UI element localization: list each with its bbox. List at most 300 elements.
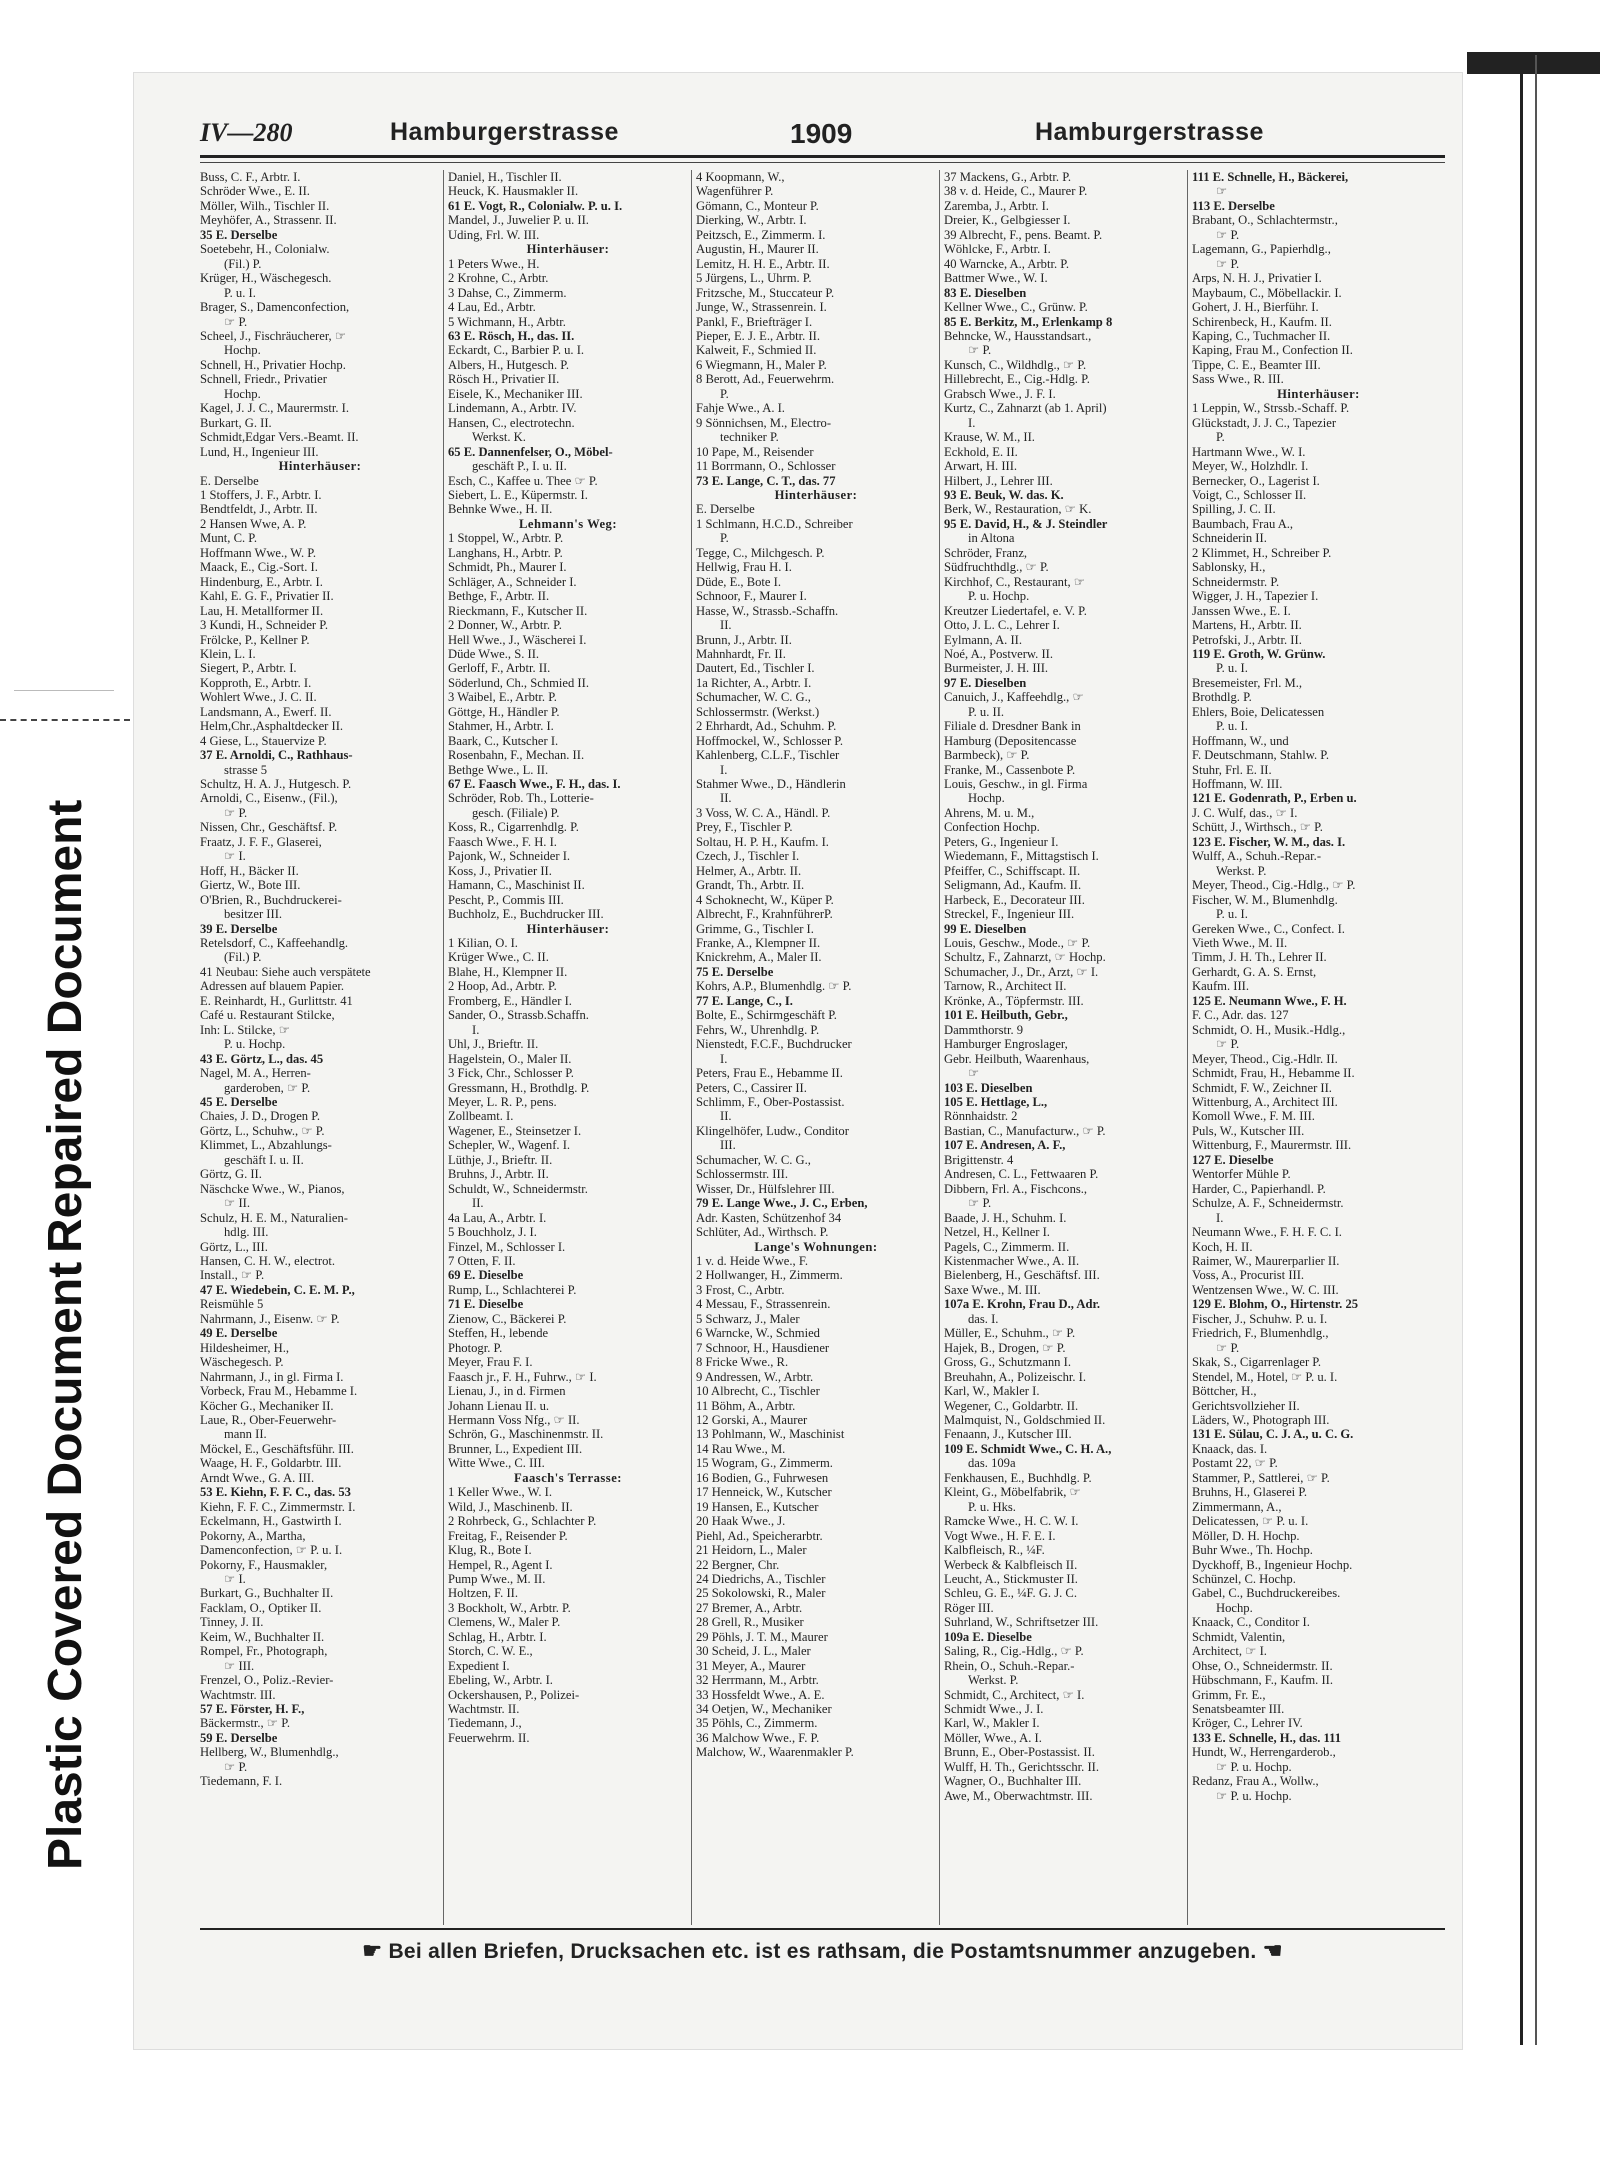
directory-entry: Schröder Wwe., E. II. [200,184,310,199]
directory-entry: ☞ P. [1216,1340,1240,1355]
directory-entry: 4 Lau, Ed., Arbtr. [448,300,536,315]
directory-entry: Postamt 22, ☞ P. [1192,1456,1278,1471]
directory-entry: gesch. (Filiale) P. [472,805,560,820]
directory-entry: ☞ [968,1066,980,1081]
directory-entry: Schröder, Rob. Th., Lotterie- [448,791,594,806]
directory-entry: 105 E. Hettlage, L., [944,1095,1048,1109]
directory-entry: Ohse, O., Schneidermstr. II. [1192,1658,1333,1673]
directory-entry: Kalbfleisch, R., ¼F. [944,1543,1045,1558]
directory-entry: Nagel, M. A., Herren- [200,1066,311,1081]
directory-entry: Wöhlcke, F., Arbtr. I. [944,242,1051,257]
directory-entry: Klingelhöfer, Ludw., Conditor [696,1123,849,1138]
directory-entry: 11 Borrmann, O., Schlosser [696,459,836,474]
directory-entry: 21 Heidorn, L., Maler [696,1543,807,1558]
directory-entry: Puls, W., Kutscher III. [1192,1123,1305,1138]
directory-entry: Noé, A., Postverw. II. [944,646,1054,661]
directory-entry: Hundt, W., Herrengarderob., [1192,1745,1336,1760]
directory-entry: Komoll Wwe., F. M. III. [1192,1109,1315,1124]
directory-entry: Fraatz, J. F. F., Glaserei, [200,834,322,849]
directory-entry: 9 Andressen, W., Arbtr. [696,1369,814,1384]
directory-entry: Pfeiffer, C., Schiffscapt. II. [944,863,1081,878]
directory-entry: Krüger Wwe., C. II. [448,950,549,965]
directory-entry: Behnke Wwe., H. II. [448,502,553,517]
directory-entry: Delicatessen, ☞ P. u. I. [1192,1514,1309,1529]
directory-entry: Awe, M., Oberwachtmstr. III. [944,1788,1093,1803]
column-separator [691,170,692,1925]
directory-entry: Meyhöfer, A., Strassenr. II. [200,213,337,228]
directory-entry: Dierking, W., Arbtr. I. [696,213,807,228]
directory-entry: Fehrs, W., Uhrenhdlg. P. [696,1022,820,1037]
directory-entry: Chaies, J. D., Drogen P. [200,1109,320,1124]
directory-entry: 111 E. Schnelle, H., Bäckerei, [1192,170,1349,184]
directory-entry: Neumann Wwe., F. H. F. C. I. [1192,1225,1342,1240]
directory-entry: 24 Diedrichs, A., Tischler [696,1571,826,1586]
directory-entry: Hochp. [968,791,1005,806]
directory-entry: Rhein, O., Schuh.-Repar.- [944,1658,1075,1673]
directory-entry: Hamann, C., Maschinist II. [448,878,585,893]
directory-entry: ☞ P. u. Hochp. [1216,1788,1292,1803]
directory-entry: Hindenburg, E., Arbtr. I. [200,574,323,589]
directory-entry: Bethge Wwe., L. II. [448,762,549,777]
directory-entry: Petrofski, J., Arbtr. II. [1192,632,1302,647]
directory-entry: Vogt Wwe., H. F. E. I. [944,1528,1056,1543]
directory-entry: P. u. I. [1216,719,1248,734]
directory-entry: 57 E. Förster, H. F., [200,1702,305,1717]
directory-entry: 1 Leppin, W., Strssb.-Schaff. P. [1192,401,1350,416]
directory-entry: Esch, C., Kaffee u. Thee ☞ P. [448,473,598,488]
directory-entry: Maybaum, C., Möbellackir. I. [1192,285,1342,300]
directory-entry: Pokorny, F., Hausmakler, [200,1557,328,1572]
directory-entry: Klug, R., Bote I. [448,1543,532,1558]
directory-entry: 67 E. Faasch Wwe., F. H., das. I. [448,777,621,792]
directory-entry: Schmidt, Valentin, [1192,1629,1286,1644]
directory-column-2 [448,170,688,1925]
directory-entry: 3 Voss, W. C. A., Händl. P. [696,805,831,820]
directory-entry: 39 E. Derselbe [200,921,278,936]
directory-entry: Lemitz, H. H. E., Arbtr. II. [696,256,830,271]
directory-entry: Baark, C., Kutscher I. [448,733,559,748]
directory-entry: 38 v. d. Heide, C., Maurer P. [944,184,1088,199]
directory-entry: Bastian, C., Manufacturw., ☞ P. [944,1123,1106,1138]
directory-entry: II. [720,791,732,806]
directory-entry: Inh: L. Stilcke, ☞ [200,1022,290,1037]
directory-entry: Schläger, A., Schneider I. [448,574,577,589]
directory-entry: Heuck, K. Hausmakler II. [448,184,579,199]
directory-entry: Röger III. [944,1600,994,1615]
directory-entry: 7 Schnoor, H., Hausdiener [696,1340,830,1355]
directory-entry: Streckel, F., Ingenieur III. [944,907,1075,922]
directory-entry: Witte Wwe., C. III. [448,1456,545,1471]
directory-entry: 107a E. Krohn, Frau D., Adr. [944,1297,1101,1312]
directory-entry: Schirenbeck, H., Kaufm. II. [1192,314,1332,329]
directory-column-5 [1192,170,1445,1925]
directory-entry: 6 Wiegmann, H., Maler P. [696,357,827,372]
directory-entry: Kröger, C., Lehrer IV. [1192,1716,1303,1731]
directory-entry: Ebeling, W., Arbtr. I. [448,1673,553,1688]
directory-entry: Saling, R., Cig.-Hdlg., ☞ P. [944,1644,1084,1659]
directory-entry: O'Brien, R., Buchdruckerei- [200,892,342,907]
directory-entry: Arps, N. H. J., Privatier I. [1192,271,1322,286]
directory-entry: Knickrehm, A., Maler II. [696,950,822,965]
header-rule-thin [200,162,1445,163]
repaired-document-label: Repaired Document [39,799,92,1253]
directory-entry: Dammthorstr. 9 [944,1022,1024,1037]
directory-entry: Schmidt Wwe., J. I. [944,1702,1044,1717]
directory-entry: Kistenmacher Wwe., A. II. [944,1253,1080,1268]
directory-entry: Schuldt, W., Schneidermstr. [448,1181,588,1196]
directory-entry: 5 Bouchholz, J. I. [448,1225,537,1240]
directory-entry: Behncke, W., Hausstandsart., [944,328,1092,343]
footer-note [200,1938,1445,1964]
directory-entry: Meyer, Theod., Cig.-Hdlr. II. [1192,1051,1338,1066]
directory-entry: Photogr. P. [448,1340,503,1355]
directory-entry: Schlimm, F., Ober-Postassist. [696,1095,845,1109]
directory-entry: Vorbeck, Frau M., Hebamme I. [200,1384,358,1399]
directory-entry: 3 Waibel, E., Arbtr. P. [448,690,557,705]
directory-entry: Sass Wwe., R. III. [1192,372,1284,387]
directory-entry: Louis, Geschw., Mode., ☞ P. [944,936,1091,951]
column-separator [443,170,444,1925]
directory-entry: Lienau, J., in d. Firmen [448,1384,566,1399]
directory-entry: Grabsch Wwe., J. F. I. [944,386,1056,401]
directory-entry: Augustin, H., Maurer II. [696,242,819,257]
directory-entry: Koss, R., Cigarrenhdlg. P. [448,820,579,835]
directory-entry: 129 E. Blohm, O., Hirtenstr. 25 [1192,1297,1359,1312]
directory-entry: 12 Gorski, A., Maurer [696,1412,808,1427]
directory-entry: Hochp. [224,386,261,401]
directory-entry: 15 Wogram, G., Zimmerm. [696,1456,833,1471]
directory-entry: Architect, ☞ I. [1192,1644,1267,1659]
directory-entry: Fischer, J., Schuhw. P. u. I. [1192,1311,1328,1326]
directory-entry: Schneidermstr. P. [1192,574,1280,589]
directory-entry: Meyer, Theod., Cig.-Hdlg., ☞ P. [1192,878,1356,893]
directory-entry: Müller, E., Schuhm., ☞ P. [944,1326,1076,1341]
directory-entry: Arndt Wwe., G. A. III. [200,1470,315,1485]
street-name-right: Hamburgerstrasse [1035,118,1264,146]
directory-entry: Südfruchthdlg., ☞ P. [944,560,1049,575]
directory-entry: Hellberg, W., Blumenhdlg., [200,1745,339,1760]
page-edge-cap [1467,52,1600,74]
directory-entry: Voigt, C., Schlosser II. [1192,487,1307,502]
directory-entry: Buchholz, E., Buchdrucker III. [448,907,604,922]
directory-entry: P. u. II. [968,704,1005,719]
directory-entry: Schmidt, O. H., Musik.-Hdlg., [1192,1022,1346,1037]
directory-entry: Eisele, K., Mechaniker III. [448,386,583,401]
directory-entry: 3 Kundi, H., Schneider P. [200,618,329,633]
directory-entry: Dibbern, Frl. A., Fischcons., [944,1181,1088,1196]
directory-entry: Gross, G., Schutzmann I. [944,1355,1071,1370]
directory-entry: (Fil.) P. [224,256,262,271]
directory-entry: Prey, F., Tischler P. [696,820,793,835]
directory-entry: Rösch H., Privatier II. [448,372,560,387]
directory-entry: Helm,Chr.,Asphaltdecker II. [200,719,344,734]
directory-entry: Pescht, P., Commis III. [448,892,564,907]
directory-entry: Schulze, A. F., Schneidermstr. [1192,1196,1344,1211]
directory-entry: Seligmann, Ad., Kaufm. II. [944,878,1082,893]
directory-entry: Holtzen, F. II. [448,1586,518,1601]
directory-entry: Gabel, C., Buchdruckereibes. [1192,1586,1341,1601]
directory-entry: Brunn, J., Arbtr. II. [696,632,792,647]
directory-entry: Schumacher, W. C. G., [696,690,811,705]
directory-entry: Zollbeamt. I. [448,1109,514,1124]
directory-entry: Stendel, M., Hotel, ☞ P. u. I. [1192,1369,1338,1384]
directory-entry: Storch, C. W. E., [448,1644,533,1659]
directory-entry: Facklam, O., Optiker II. [200,1600,322,1615]
directory-entry: Peitzsch, E., Zimmerm. I. [696,227,826,242]
directory-entry: Albers, H., Hutgesch. P. [448,357,570,372]
directory-entry: Hinterhäuser: [774,487,858,502]
directory-entry: Confection Hochp. [944,820,1040,835]
directory-entry: Faasch's Terrasse: [514,1470,622,1485]
directory-entry: Kunsch, C., Wildhdlg., ☞ P. [944,357,1087,372]
directory-entry: Harbeck, E., Decorateur III. [944,892,1085,907]
directory-entry: 77 E. Lange, C., I. [696,993,793,1008]
directory-entry: Hochp. [1216,1600,1253,1615]
directory-entry: 4 Messau, F., Strassenrein. [696,1297,831,1312]
directory-entry: 73 E. Lange, C. T., das. 77 [696,473,836,488]
directory-entry: Install., ☞ P. [200,1268,265,1283]
directory-entry: strasse 5 [224,762,268,777]
directory-entry: 8 Fricke Wwe., R. [696,1355,789,1370]
directory-entry: Möller, D. H. Hochp. [1192,1528,1300,1543]
directory-entry: Schepler, W., Wagenf. I. [448,1138,571,1153]
directory-entry: 4 Giese, L., Stauervize P. [200,733,327,748]
directory-entry: Koss, J., Privatier II. [448,863,552,878]
directory-entry: Andresen, C. L., Fettwaaren P. [944,1167,1099,1182]
directory-entry: Malchow, W., Waarenmakler P. [696,1745,854,1760]
directory-entry: Freitag, F., Reisender P. [448,1528,568,1543]
directory-entry: ☞ P. [1216,227,1240,242]
directory-entry: mann II. [224,1427,267,1442]
directory-entry: Frölcke, P., Kellner P. [200,632,310,647]
directory-entry: 20 Haak Wwe., J. [696,1514,786,1529]
directory-entry: Eylmann, A. II. [944,632,1022,647]
directory-entry: ☞ P. [968,1196,992,1211]
directory-entry: Ockershausen, P., Polizei- [448,1687,580,1702]
directory-entry: Gömann, C., Monteur P. [696,198,819,213]
directory-entry: Buhr Wwe., Th. Hochp. [1192,1543,1313,1558]
directory-entry: Czech, J., Tischler I. [696,849,800,864]
directory-entry: 2 Klimmet, H., Schreiber P. [1192,545,1332,560]
directory-entry: Hilbert, J., Lehrer III. [944,473,1053,488]
directory-entry: Burkart, G. II. [200,415,272,430]
directory-column-3 [696,170,936,1925]
directory-entry: 133 E. Schnelle, H., das. 111 [1192,1730,1342,1745]
directory-entry: Hamburger Engroslager, [944,1037,1068,1052]
directory-entry: P. [720,386,729,401]
directory-entry: 13 Pohlmann, W., Maschinist [696,1427,845,1442]
directory-entry: Kagel, J. J. C., Maurermstr. I. [200,401,350,416]
directory-entry: 65 E. Dannenfelser, O., Möbel- [448,444,613,459]
directory-entry: Bäckermstr., ☞ P. [200,1716,290,1731]
directory-entry: 10 Pape, M., Reisender [696,444,814,459]
directory-entry: P. u. Hochp. [224,1037,286,1052]
footer-rule [200,1928,1445,1930]
directory-entry: Lagemann, G., Papierhdlg., [1192,242,1331,257]
directory-entry: Johann Lienau II. u. [448,1398,550,1413]
directory-entry: E. Derselbe [200,473,259,488]
column-separator [1187,170,1188,1925]
directory-entry: Gerloff, F., Arbtr. II. [448,661,551,676]
directory-entry: Hinterhäuser: [1277,386,1360,401]
directory-entry: Bendtfeldt, J., Arbtr. II. [200,502,318,517]
directory-entry: Schlossermstr. (Werkst.) [696,704,820,719]
directory-entry: Stuhr, Frl. E. II. [1192,762,1272,777]
directory-entry: 5 Jürgens, L., Uhrm. P. [696,271,812,286]
year: 1909 [790,118,853,149]
directory-entry: 37 E. Arnoldi, C., Rathhaus- [200,748,353,763]
directory-entry: Hermann Voss Nfg., ☞ II. [448,1412,580,1427]
directory-entry: Görtz, G. II. [200,1167,262,1182]
directory-entry: Reismühle 5 [200,1297,264,1312]
directory-entry: Gereken Wwe., C., Confect. I. [1192,921,1345,936]
directory-entry: Düde Wwe., S. II. [448,646,540,661]
directory-entry: Helmer, A., Arbtr. II. [696,863,802,878]
directory-entry: Schrön, G., Maschinenmstr. II. [448,1427,604,1442]
directory-entry: Brager, S., Damenconfection, [200,300,350,315]
directory-entry: 17 Henneick, W., Kutscher [696,1485,832,1500]
directory-entry: Hajek, B., Drogen, ☞ P. [944,1340,1066,1355]
directory-entry: II. [720,1109,732,1124]
directory-entry: Werkst. P. [968,1673,1019,1688]
directory-entry: Keim, W., Buchhalter II. [200,1629,325,1644]
directory-entry: Zienow, C., Bäckerei P. [448,1311,567,1326]
directory-entry: 59 E. Derselbe [200,1730,278,1745]
directory-entry: Meyer, L. R. P., pens. [448,1095,557,1109]
directory-entry: Eckhold, E. II. [944,444,1018,459]
directory-entry: F. Deutschmann, Stahlw. P. [1192,748,1330,763]
directory-entry: ☞ P. [968,343,992,358]
directory-entry: Klein, L. I. [200,646,256,661]
directory-entry: Bernecker, O., Lagerist I. [1192,473,1320,488]
directory-entry: das. 109a [968,1456,1016,1471]
directory-entry: Nahrmann, J., Eisenw. ☞ P. [200,1311,340,1326]
page-edge-line-inner [1535,55,1537,2045]
directory-entry: Giertz, W., Bote III. [200,878,301,893]
directory-entry: Pokorny, A., Martha, [200,1528,306,1543]
directory-entry: Köcher G., Mechaniker II. [200,1398,334,1413]
directory-entry: Redanz, Frau A., Wollw., [1192,1774,1319,1789]
directory-entry: Barmbeck), ☞ P. [944,748,1030,763]
directory-entry: 39 Albrecht, F., pens. Beamt. P. [944,227,1103,242]
directory-entry: Wegener, C., Goldarbtr. II. [944,1398,1079,1413]
directory-entry: Eckelmann, H., Gastwirth I. [200,1514,342,1529]
directory-entry: Kalweit, F., Schmied II. [696,343,817,358]
directory-entry: 4 Schoknecht, W., Küper P. [696,892,834,907]
directory-entry: Siebert, L. E., Küpermstr. I. [448,487,588,502]
directory-entry: Faasch jr., F. H., Fuhrw., ☞ I. [448,1369,597,1384]
directory-entry: Schultz, F., Zahnarzt, ☞ Hochp. [944,950,1106,965]
directory-entry: Bethge, F., Arbtr. II. [448,589,550,604]
directory-entry: 61 E. Vogt, R., Colonialw. P. u. I. [448,198,623,213]
directory-entry: Clemens, W., Maler P. [448,1615,561,1630]
directory-entry: Schütt, J., Wirthsch., ☞ P. [1192,820,1323,835]
directory-entry: Mahnhardt, Fr. II. [696,646,786,661]
directory-entry: Rompel, Fr., Photograph, [200,1644,328,1659]
directory-entry: Schlüter, Ad., Wirthsch. P. [696,1225,829,1240]
directory-entry: 5 Schwarz, J., Maler [696,1311,800,1326]
directory-entry: Schröder, Franz, [944,545,1028,560]
directory-entry: Bielenberg, H., Geschäftsf. III. [944,1268,1100,1283]
directory-entry: 1 Stoppel, W., Arbtr. P. [448,531,564,546]
directory-entry: 1 v. d. Heide Wwe., F. [696,1253,808,1268]
directory-entry: Hagelstein, O., Maler II. [448,1051,572,1066]
directory-entry: Hoffmann, W., und [1192,733,1289,748]
directory-entry: Wild, J., Maschinenb. II. [448,1499,573,1514]
directory-entry: Maack, E., Cig.-Sort. I. [200,560,318,575]
directory-entry: besitzer III. [224,907,283,922]
directory-entry: Kahl, E. G. F., Privatier II. [200,589,334,604]
directory-entry: Hoffmann Wwe., W. P. [200,545,317,560]
directory-entry: 3 Bockholt, W., Arbtr. P. [448,1600,571,1615]
directory-entry: Pump Wwe., M. II. [448,1571,546,1586]
directory-entry: Bolte, E., Schirmgeschäft P. [696,1008,837,1023]
directory-entry: ☞ P. [224,805,248,820]
directory-entry: Schmidt, F. W., Zeichner II. [1192,1080,1332,1095]
directory-entry: Kohrs, A.P., Blumenhdlg. ☞ P. [696,979,852,994]
directory-entry: Piehl, Ad., Speicherarbtr. [696,1528,823,1543]
directory-entry: Kirchhof, C., Restaurant, ☞ [944,574,1086,589]
directory-entry: Düde, E., Bote I. [696,574,781,589]
directory-entry: Senatsbeamter III. [1192,1702,1285,1717]
directory-entry: I. [720,762,728,777]
directory-entry: Kurtz, C., Zahnarzt (ab 1. April) [944,401,1107,416]
directory-entry: Schlag, H., Arbtr. I. [448,1629,547,1644]
directory-entry: Wachtmstr. II. [448,1702,520,1717]
directory-entry: Baade, J. H., Schuhm. I. [944,1210,1067,1225]
directory-entry: 41 Neubau: Siehe auch verspätete [200,964,371,979]
directory-entry: Hartmann Wwe., W. I. [1192,444,1306,459]
directory-entry: Nissen, Chr., Geschäftsf. P. [200,820,338,835]
directory-entry: 127 E. Dieselbe [1192,1152,1274,1167]
directory-entry: 22 Bergner, Chr. [696,1557,780,1572]
page-edge [1463,52,1600,2050]
directory-entry: Arnoldi, C., Eisenw., (Fil.), [200,791,338,806]
directory-entry: Schneiderin II. [1192,531,1267,546]
directory-entry: Werkst. P. [1216,863,1267,878]
directory-entry: Brothdlg. P. [1192,690,1252,705]
directory-entry: 29 Pöhls, J. T. M., Maurer [696,1629,828,1644]
directory-entry: Tiedemann, J., [448,1716,522,1731]
directory-entry: 5 Wichmann, H., Arbtr. [448,314,566,329]
directory-entry: Baumbach, Frau A., [1192,516,1294,531]
directory-entry: 121 E. Godenrath, P., Erben u. [1192,791,1357,806]
directory-entry: Wachtmstr. III. [200,1687,276,1702]
directory-entry: Nahrmann, J., in gl. Firma I. [200,1369,344,1384]
directory-entry: 1 Peters Wwe., H. [448,256,540,271]
directory-entry: ☞ I. [224,849,246,864]
directory-entry: 25 Sokolowski, R., Maler [696,1586,826,1601]
directory-entry: 43 E. Görtz, L., das. 45 [200,1051,324,1066]
directory-entry: Tinney, J. II. [200,1615,264,1630]
directory-entry: Vieth Wwe., M. II. [1192,936,1288,951]
directory-entry: Lüthje, J., Brieftr. II. [448,1152,553,1167]
directory-entry: Schumacher, W. C. G., [696,1152,811,1167]
directory-entry: 2 Hoop, Ad., Arbtr. P. [448,979,557,994]
directory-entry: Hempel, R., Agent I. [448,1557,553,1572]
directory-entry: 3 Fick, Chr., Schlosser P. [448,1066,574,1081]
directory-entry: Hamburg (Depositencasse [944,733,1077,748]
directory-entry: Glückstadt, J. J. C., Tapezier [1192,415,1337,430]
directory-entry: Brabant, O., Schlachtermstr., [1192,213,1338,228]
directory-entry: Schnell, Friedr., Privatier [200,372,327,387]
directory-entry: Rönnhaidstr. 2 [944,1109,1018,1124]
directory-entry: Krüger, H., Wäschegesch. [200,271,332,286]
directory-entry: Wentzensen Wwe., W. C. III. [1192,1282,1339,1297]
plastic-covered-document-label: Plastic Covered Document [39,1261,92,1870]
directory-entry: Hellwig, Frau H. I. [696,560,792,575]
dashed-divider [0,719,130,721]
